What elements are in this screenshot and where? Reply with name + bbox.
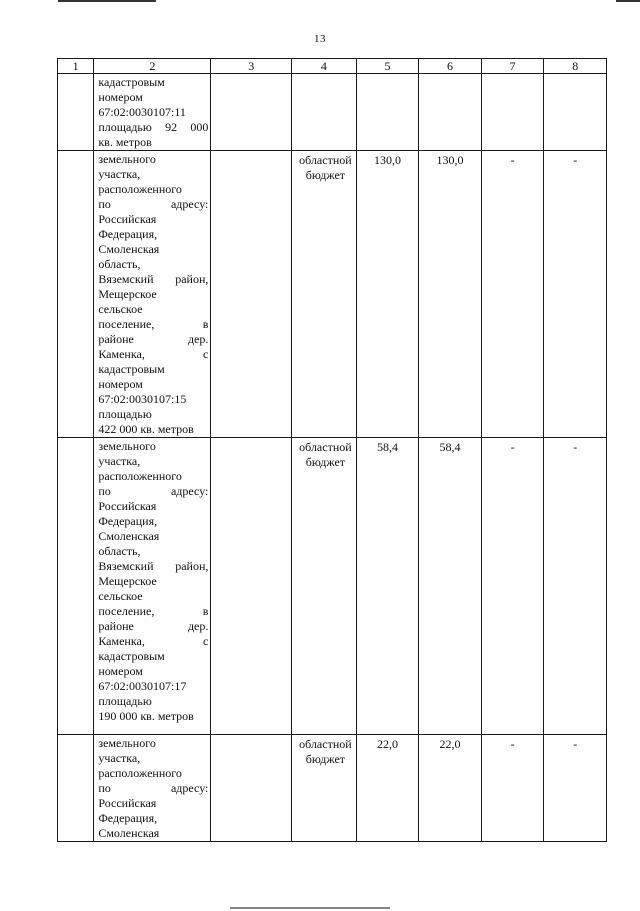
- description-text: [94, 74, 210, 150]
- cell-col-7: [481, 438, 544, 735]
- cell-col-7-value: -: [510, 440, 515, 454]
- cell-description: [94, 151, 211, 438]
- header-cell-3: 3: [211, 59, 292, 74]
- table-row: [58, 74, 607, 151]
- cell-col-3: [211, 151, 292, 438]
- description-line: Каменка, с: [98, 347, 209, 361]
- cell-amount-5-value: 130,0: [373, 153, 401, 167]
- table-row: [58, 151, 607, 438]
- description-line: номером: [98, 664, 143, 678]
- cell-col-3: [211, 735, 292, 842]
- description-line: Вяземский район,: [98, 559, 209, 573]
- cell-amount-6: [419, 735, 482, 842]
- description-line: кадастровым: [98, 649, 165, 663]
- table-body: [58, 59, 607, 842]
- description-line: кадастровым: [98, 75, 165, 89]
- cell-amount-5-value: [357, 74, 419, 76]
- description-line: расположенного: [98, 766, 182, 780]
- description-line: районе дер.: [98, 619, 209, 633]
- description-line: участка,: [98, 454, 141, 468]
- cell-col-8: [544, 438, 607, 735]
- header-cell-2: 2: [94, 59, 211, 74]
- budget-table: [57, 58, 607, 842]
- description-line: кадастровым: [98, 362, 165, 376]
- description-line: сельское: [98, 589, 143, 603]
- description-line: площадью: [98, 407, 152, 421]
- header-cell-6: 6: [419, 59, 482, 74]
- description-line: Федерация,: [98, 514, 158, 528]
- description-line: Российская: [98, 499, 157, 513]
- cell-col-8-value: [544, 74, 606, 76]
- description-line: районе дер.: [98, 332, 209, 346]
- cell-col-7: [481, 735, 544, 842]
- description-line: Смоленская: [98, 826, 160, 840]
- cell-col-1: [58, 151, 94, 438]
- description-line: Федерация,: [98, 227, 158, 241]
- cell-amount-5-value: 58,4: [376, 440, 398, 454]
- cell-budget: [292, 74, 357, 151]
- description-line: расположенного: [98, 182, 182, 196]
- cell-col-8-value: -: [573, 440, 578, 454]
- description-line: сельское: [98, 302, 143, 316]
- cell-col-1: [58, 74, 94, 151]
- cell-amount-6: [419, 151, 482, 438]
- cell-amount-5: [356, 151, 419, 438]
- cell-budget: [292, 151, 357, 438]
- description-line: кв. метров: [98, 135, 152, 149]
- description-text: [94, 438, 210, 724]
- description-line: земельного: [98, 736, 156, 750]
- description-line: 67:02:0030107:15: [98, 392, 187, 406]
- cell-description: [94, 74, 211, 151]
- description-line: участка,: [98, 751, 141, 765]
- cell-amount-5: [356, 74, 419, 151]
- description-text: [94, 151, 210, 437]
- cell-amount-6-value: 130,0: [436, 153, 464, 167]
- description-line: земельного: [98, 439, 156, 453]
- cell-amount-6-value: [419, 74, 481, 76]
- description-line: площадью 92 000: [98, 120, 209, 134]
- description-line: по адресу:: [98, 484, 209, 498]
- cell-col-1: [58, 438, 94, 735]
- header-cell-1: 1: [58, 59, 94, 74]
- description-line: Мещерское: [98, 574, 157, 588]
- cell-col-8: [544, 735, 607, 842]
- description-line: номером: [98, 377, 143, 391]
- cell-budget: [292, 438, 357, 735]
- budget-source-text: [292, 74, 356, 76]
- description-text: [94, 735, 210, 841]
- table-row: [58, 438, 607, 735]
- description-line: участка,: [98, 167, 141, 181]
- budget-source-text: областной бюджет: [299, 440, 352, 469]
- cell-col-8: [544, 151, 607, 438]
- description-line: расположенного: [98, 469, 182, 483]
- cell-col-8-value: -: [573, 153, 578, 167]
- description-line: область,: [98, 544, 141, 558]
- page-number: 13: [314, 33, 326, 45]
- header-cell-8: 8: [544, 59, 607, 74]
- scan-mark-top-left: [58, 0, 156, 2]
- cell-amount-5: [356, 735, 419, 842]
- table-row: [58, 735, 607, 842]
- description-line: по адресу:: [98, 197, 209, 211]
- description-line: Российская: [98, 212, 157, 226]
- description-line: Вяземский район,: [98, 272, 209, 286]
- cell-col-1: [58, 735, 94, 842]
- cell-col-7-value: -: [510, 737, 515, 751]
- cell-amount-5-value: 22,0: [376, 737, 398, 751]
- description-line: по адресу:: [98, 781, 209, 795]
- cell-col-7: [481, 151, 544, 438]
- description-line: 67:02:0030107:11: [98, 105, 186, 119]
- cell-description: [94, 735, 211, 842]
- description-line: Каменка, с: [98, 634, 209, 648]
- header-cell-7: 7: [481, 59, 544, 74]
- cell-col-7-value: -: [510, 153, 515, 167]
- cell-col-3: [211, 74, 292, 151]
- description-line: Смоленская: [98, 529, 160, 543]
- description-line: поселение, в: [98, 604, 209, 618]
- cell-amount-6: [419, 74, 482, 151]
- budget-source-text: областной бюджет: [299, 737, 352, 766]
- description-line: Федерация,: [98, 811, 158, 825]
- cell-description: [94, 438, 211, 735]
- cell-col-7: [481, 74, 544, 151]
- cell-amount-6-value: 22,0: [439, 737, 461, 751]
- cell-amount-6-value: 58,4: [439, 440, 461, 454]
- description-line: поселение, в: [98, 317, 209, 331]
- description-line: 190 000 кв. метров: [98, 709, 194, 723]
- cell-col-3: [211, 438, 292, 735]
- description-line: Российская: [98, 796, 157, 810]
- description-line: номером: [98, 90, 143, 104]
- description-line: область,: [98, 257, 141, 271]
- description-line: Мещерское: [98, 287, 157, 301]
- cell-budget: [292, 735, 357, 842]
- cell-col-8-value: -: [573, 737, 578, 751]
- scan-mark-top-right: [616, 0, 640, 2]
- cell-col-7-value: [482, 74, 544, 76]
- description-line: Смоленская: [98, 242, 160, 256]
- budget-source-text: областной бюджет: [299, 153, 352, 182]
- cell-col-8: [544, 74, 607, 151]
- table-header-row: [58, 59, 607, 74]
- description-line: площадью: [98, 694, 152, 708]
- description-line: 422 000 кв. метров: [98, 422, 194, 436]
- scan-mark-bottom: [230, 907, 390, 909]
- header-cell-5: 5: [356, 59, 419, 74]
- budget-table-container: [57, 58, 607, 842]
- cell-amount-6: [419, 438, 482, 735]
- cell-amount-5: [356, 438, 419, 735]
- description-line: земельного: [98, 152, 156, 166]
- header-cell-4: 4: [292, 59, 357, 74]
- description-line: 67:02:0030107:17: [98, 679, 187, 693]
